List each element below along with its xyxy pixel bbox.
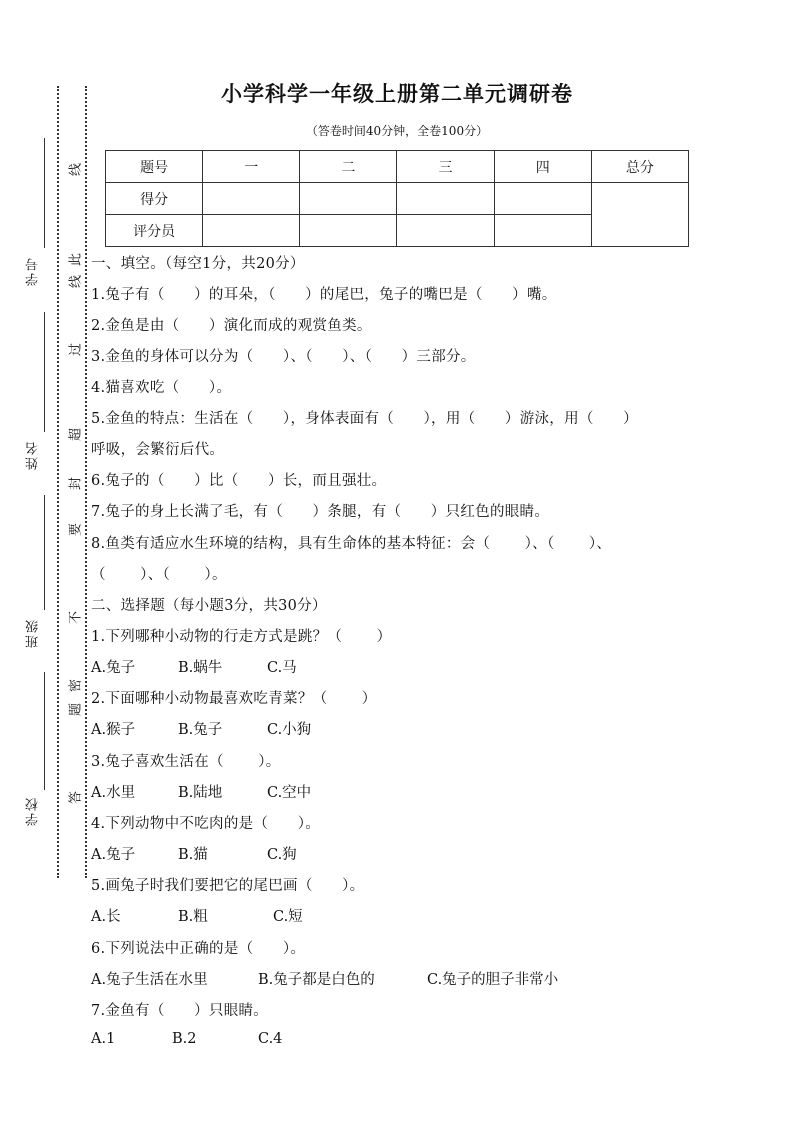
choice-option: A.1 — [91, 1031, 116, 1047]
choice-option: C.马 — [267, 660, 297, 676]
score-table-header-row — [106, 151, 689, 183]
choice-option: A.猴子 — [91, 722, 136, 738]
fill-question: 5.金鱼的特点：生活在（ ），身体表面有（ ），用（ ）游泳，用（ ） — [91, 411, 638, 427]
score-cell[interactable] — [494, 183, 591, 215]
score-row — [106, 183, 689, 215]
choice-option: C.狗 — [267, 847, 297, 863]
choice-option: B.猫 — [178, 847, 208, 863]
binding-dotted-line-inner — [85, 86, 87, 878]
grader-cell[interactable] — [397, 215, 494, 247]
seal-char: 线 — [68, 275, 84, 289]
page-title: 小学科学一年级上册第二单元调研卷 — [221, 81, 573, 106]
grader-cell[interactable] — [494, 215, 591, 247]
choice-question-stem: 1.下列哪种小动物的行走方式是跳？（ ） — [91, 629, 392, 645]
fill-question: 7.兔子的身上长满了毛，有（ ）条腿，有（ ）只红色的眼睛。 — [91, 504, 550, 520]
score-cell[interactable] — [300, 183, 397, 215]
choice-option: B.2 — [172, 1031, 197, 1047]
grader-cell[interactable] — [203, 215, 300, 247]
score-cell[interactable] — [203, 183, 300, 215]
choice-question-stem: 5.画兔子时我们要把它的尾巴画（ ）。 — [91, 878, 365, 894]
class-label: 班级 — [26, 618, 41, 648]
fill-question: 3.金鱼的身体可以分为（ ）、（ ）、（ ）三部分。 — [91, 349, 476, 365]
seal-char: 密 — [68, 679, 84, 693]
choice-option: C.空中 — [267, 785, 312, 801]
header-cell: 四 — [494, 151, 591, 183]
choice-option: A.兔子 — [91, 660, 136, 676]
exam-info: （答卷时间40分钟，全卷100分） — [305, 124, 489, 138]
section-2-heading: 二、选择题（每小题3分，共30分） — [91, 598, 327, 614]
section-1-heading: 一、填空。（每空1分，共20分） — [91, 256, 305, 272]
fill-question: 8.鱼类有适应水生环境的结构，具有生命体的基本特征：会（ ）、（ ）、 — [91, 536, 612, 552]
choice-question-stem: 6.下列说法中正确的是（ ）。 — [91, 941, 306, 957]
score-table — [105, 150, 689, 247]
seal-char: 过 — [68, 343, 84, 357]
fill-question-continued: （ ）、（ ）。 — [91, 567, 227, 583]
choice-option: C.短 — [273, 909, 303, 925]
fill-question: 2.金鱼是由（ ）演化而成的观赏鱼类。 — [91, 318, 372, 334]
choice-option: B.粗 — [178, 909, 208, 925]
student-id-label: 学号 — [26, 256, 41, 286]
name-blank — [44, 312, 45, 432]
choice-option: A.长 — [91, 909, 121, 925]
grader-cell[interactable] — [300, 215, 397, 247]
choice-option: A.兔子生活在水里 — [91, 972, 208, 988]
choice-option: B.陆地 — [178, 785, 223, 801]
school-blank — [44, 672, 45, 790]
seal-char: 题 — [68, 703, 84, 717]
name-label: 姓名 — [26, 440, 41, 470]
seal-char: 不 — [68, 611, 84, 625]
class-blank — [44, 495, 45, 610]
seal-char: 线 — [68, 163, 84, 177]
seal-char: 此 — [68, 253, 84, 267]
choice-question-stem: 3.兔子喜欢生活在（ ）。 — [91, 754, 281, 770]
fill-question-continued: 呼吸，会繁衍后代。 — [91, 442, 225, 458]
choice-option: B.兔子 — [178, 722, 223, 738]
row-label: 评分员 — [106, 215, 203, 247]
choice-option: C.4 — [258, 1031, 283, 1047]
fill-question: 1.兔子有（ ）的耳朵，（ ）的尾巴，兔子的嘴巴是（ ）嘴。 — [91, 287, 557, 303]
seal-char: 超 — [68, 428, 84, 442]
fill-question: 4.猫喜欢吃（ ）。 — [91, 380, 232, 396]
header-cell: 总分 — [591, 151, 688, 183]
student-id-blank — [44, 138, 45, 248]
choice-option: A.水里 — [91, 785, 136, 801]
choice-question-stem: 4.下列动物中不吃肉的是（ ）。 — [91, 816, 321, 832]
binding-dotted-line-outer — [57, 86, 59, 878]
choice-question-stem: 7.金鱼有（ ）只眼睛。 — [91, 1003, 269, 1019]
school-label: 学校 — [26, 796, 41, 826]
seal-char: 答 — [68, 791, 84, 805]
choice-option: C.兔子的胆子非常小 — [427, 972, 559, 988]
choice-question-stem: 2.下面哪种小动物最喜欢吃青菜？（ ） — [91, 691, 377, 707]
row-label: 得分 — [106, 183, 203, 215]
choice-option: C.小狗 — [267, 722, 312, 738]
choice-option: B.蜗牛 — [178, 660, 223, 676]
total-score-cell[interactable] — [591, 183, 688, 247]
seal-char: 封 — [68, 477, 84, 491]
header-cell: 题号 — [106, 151, 203, 183]
choice-option: B.兔子都是白色的 — [258, 972, 375, 988]
header-cell: 三 — [397, 151, 494, 183]
header-cell: 一 — [203, 151, 300, 183]
header-cell: 二 — [300, 151, 397, 183]
fill-question: 6.兔子的（ ）比（ ）长，而且强壮。 — [91, 473, 387, 489]
score-cell[interactable] — [397, 183, 494, 215]
choice-option: A.兔子 — [91, 847, 136, 863]
seal-char: 要 — [68, 523, 84, 537]
